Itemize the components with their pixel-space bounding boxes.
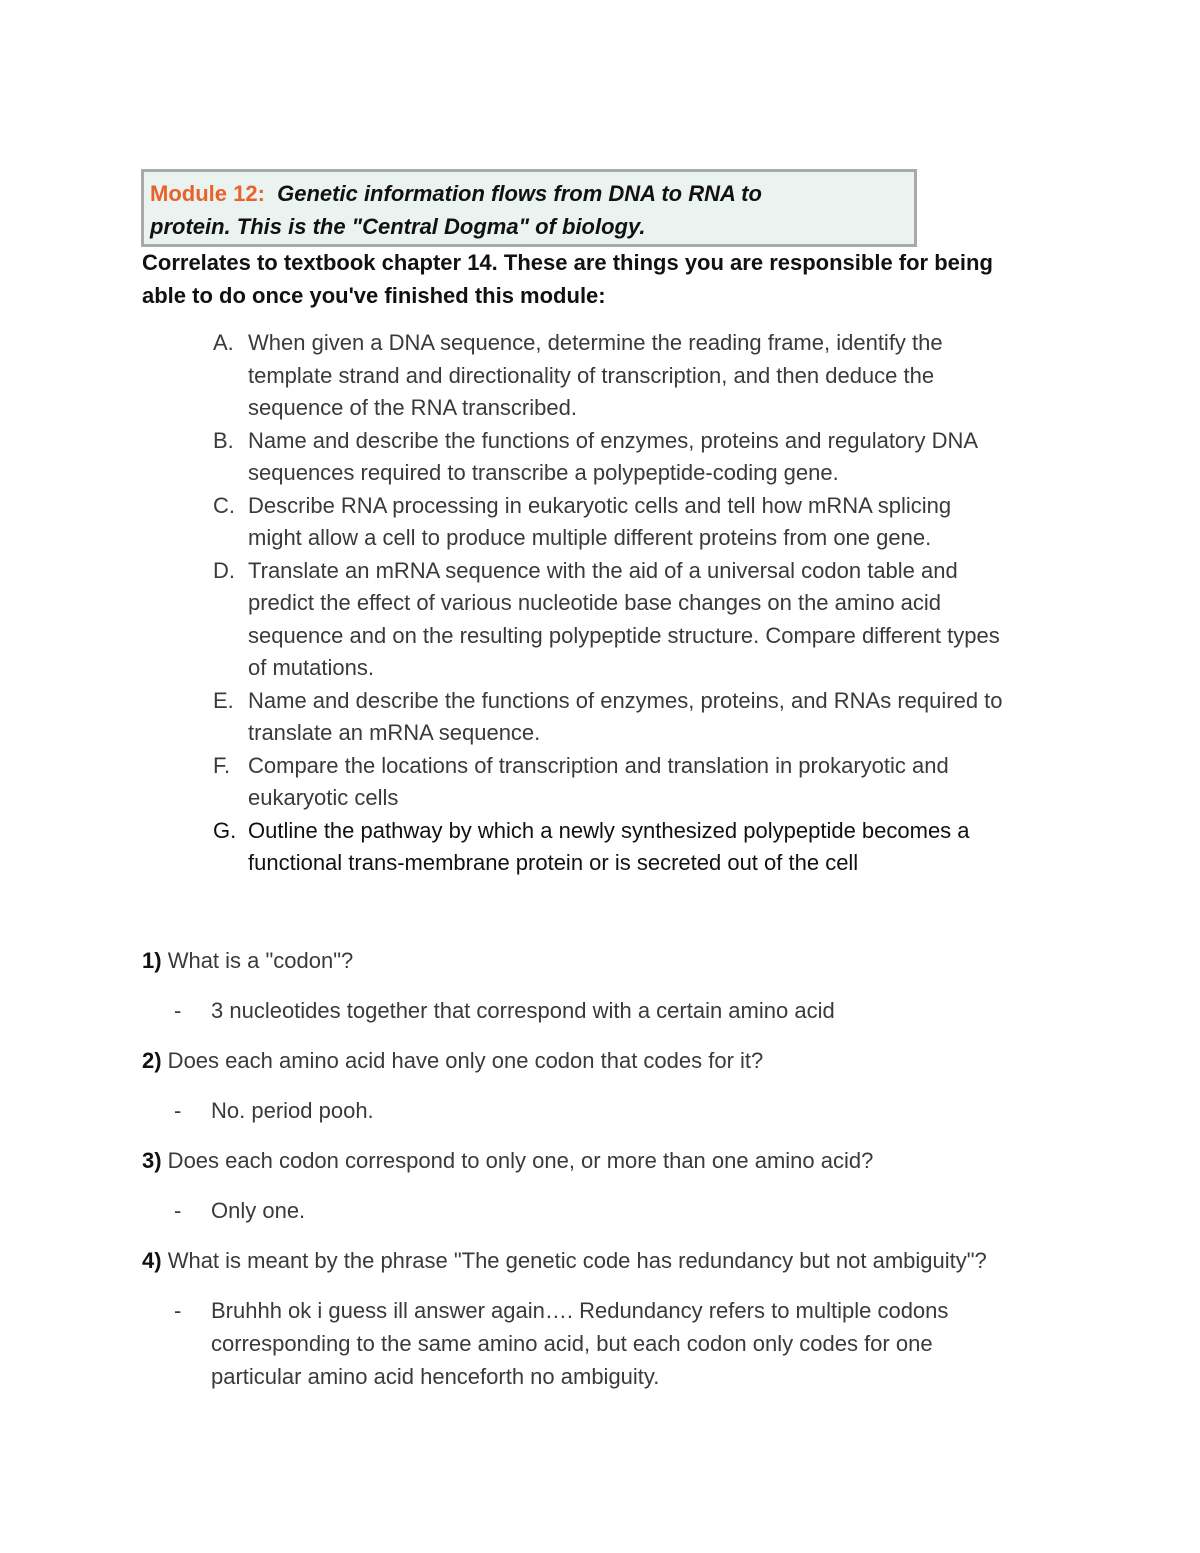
objective-letter: D.	[213, 557, 235, 583]
objective-letter: G.	[213, 817, 237, 843]
answer-2	[174, 1094, 1054, 1127]
objective-line: sequence of the RNA transcribed.	[248, 395, 577, 420]
question-number: 1)	[142, 948, 162, 973]
objective-line: Name and describe the functions of enzymes, proteins and regulatory DNA	[248, 427, 979, 453]
objective-line: sequences required to transcribe a polypeptide-coding gene.	[248, 460, 839, 485]
answer-dash: -	[174, 1198, 182, 1223]
answer-3	[174, 1194, 1054, 1227]
objective-line: eukaryotic cells	[248, 785, 399, 810]
objectives-list	[210, 327, 1080, 880]
answer-line: Only one.	[211, 1198, 306, 1223]
module-title-text-1: Genetic information flows from DNA to RNA to	[277, 181, 762, 206]
module-header-box	[141, 169, 917, 247]
objective-line: Name and describe the functions of enzymes, proteins, and RNAs required to	[248, 687, 1003, 713]
answer-line: particular amino acid henceforth no ambiguity.	[211, 1364, 660, 1389]
answer-line: corresponding to the same amino acid, but each codon only codes for one	[211, 1331, 933, 1356]
objective-item-g	[210, 815, 1080, 880]
objective-item-a	[210, 327, 1080, 425]
question-text: Does each amino acid have only one codon that codes for it?	[161, 1048, 764, 1073]
objective-line: Describe RNA processing in eukaryotic cells and tell how mRNA splicing	[248, 492, 952, 518]
answer-line: Bruhhh ok i guess ill answer again…. Redundancy refers to multiple codons	[211, 1298, 949, 1323]
objective-line: Outline the pathway by which a newly synthesized polypeptide becomes a	[248, 817, 970, 843]
answer-dash: -	[174, 998, 182, 1023]
objective-line: translate an mRNA sequence.	[248, 720, 541, 745]
question-text: Does each codon correspond to only one, or more than one amino acid?	[161, 1148, 874, 1173]
objective-letter: B.	[213, 427, 234, 453]
objective-item-b	[210, 425, 1080, 490]
question-number: 3)	[142, 1148, 162, 1173]
objective-letter: F.	[213, 752, 231, 778]
objective-line: template strand and directionality of transcription, and then deduce the	[248, 362, 935, 388]
answer-dash: -	[174, 1298, 182, 1323]
objective-item-e	[210, 685, 1080, 750]
question-number: 4)	[142, 1248, 162, 1273]
objective-item-c	[210, 490, 1080, 555]
intro-line-1: Correlates to textbook chapter 14. These are things you are responsible for being	[142, 250, 993, 275]
question-text: What is a "codon"?	[167, 948, 354, 973]
question-2	[142, 1044, 1082, 1077]
objective-line: of mutations.	[248, 655, 374, 680]
intro-line-2: able to do once you've finished this module:	[142, 283, 606, 308]
objective-item-f	[210, 750, 1080, 815]
answer-line: 3 nucleotides together that correspond with a certain amino acid	[211, 998, 835, 1023]
answer-4	[174, 1294, 1054, 1393]
question-4	[142, 1244, 1082, 1277]
objective-letter: E.	[213, 687, 234, 713]
answer-dash: -	[174, 1098, 182, 1123]
objective-line: predict the effect of various nucleotide base changes on the amino acid	[248, 590, 942, 615]
question-number: 2)	[142, 1048, 162, 1073]
question-1	[142, 944, 1082, 977]
question-text: What is meant by the phrase "The genetic code has redundancy but not ambiguity"?	[167, 1248, 987, 1273]
module-label: Module 12:	[150, 181, 265, 206]
answer-1	[174, 994, 1054, 1027]
module-title-line-1	[150, 177, 908, 210]
objective-letter: C.	[213, 492, 235, 518]
objective-letter: A.	[213, 330, 234, 355]
objective-line: Translate an mRNA sequence with the aid of a universal codon table and	[248, 557, 958, 583]
objective-line: might allow a cell to produce multiple different proteins from one gene.	[248, 525, 932, 550]
objective-line: functional trans-membrane protein or is secreted out of the cell	[248, 850, 859, 875]
module-title-line-2: protein. This is the "Central Dogma" of biology.	[150, 214, 646, 239]
objective-line: Compare the locations of transcription and translation in prokaryotic and	[248, 752, 949, 778]
objective-item-d	[210, 555, 1080, 685]
intro-text	[142, 246, 1072, 312]
objective-line: sequence and on the resulting polypeptide structure. Compare different types	[248, 622, 1000, 648]
question-3	[142, 1144, 1082, 1177]
answer-line: No. period pooh.	[211, 1098, 374, 1123]
objective-line: When given a DNA sequence, determine the reading frame, identify the	[248, 330, 943, 355]
